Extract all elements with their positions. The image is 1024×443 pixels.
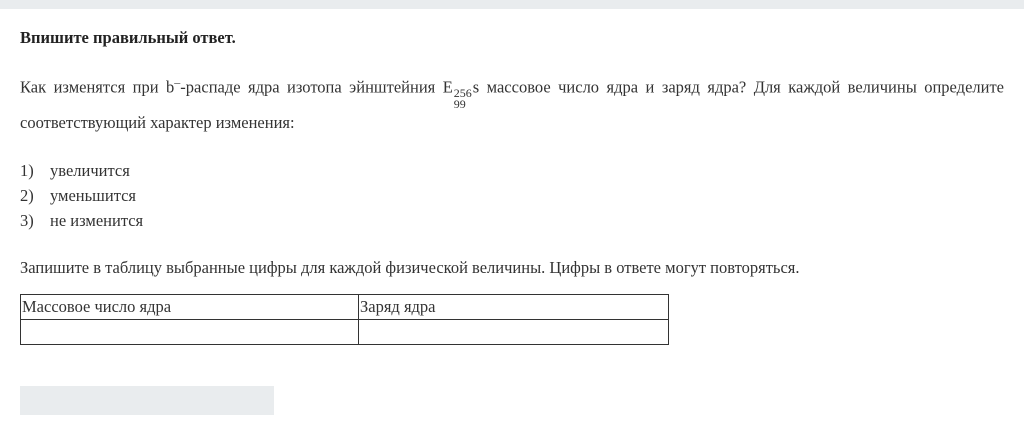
table-answer-row: [21, 320, 669, 345]
answer-cell-charge[interactable]: [359, 320, 669, 345]
beta-minus-sign: –: [174, 75, 181, 89]
question-part-2: -распаде ядра изотопа эйнштейния E: [180, 77, 453, 97]
option-number: 1): [20, 160, 34, 180]
answer-input-mass-number[interactable]: [22, 320, 357, 344]
option-item: [20, 208, 1004, 233]
question-part-1: Как изменятся при b: [20, 77, 175, 97]
answer-input-charge[interactable]: [360, 320, 667, 344]
option-item: [20, 158, 1004, 183]
task-instruction: Впишите правильный ответ.: [20, 28, 236, 47]
header-mass-number: Массовое число ядра: [21, 295, 359, 320]
isotope-notation: [453, 85, 472, 111]
option-item: [20, 183, 1004, 208]
answer-cell-mass-number[interactable]: [21, 320, 359, 345]
top-strip: [0, 0, 1024, 9]
option-text: уменьшится: [50, 185, 137, 205]
answer-note: Запишите в таблицу выбранные цифры для каждой физической величины. Цифры в ответе могут повторяться.: [20, 257, 800, 277]
option-text: не изменится: [50, 210, 144, 230]
isotope-charge-number: 99: [453, 96, 466, 111]
question-part-3: s массовое число ядра и заряд ядра? Для каждой величины определите соответствующий характер изменения:: [20, 77, 1004, 132]
answer-table: [20, 294, 669, 345]
question-text: [20, 70, 1004, 135]
task-content: [20, 28, 1004, 280]
header-charge: Заряд ядра: [359, 295, 669, 320]
option-text: увеличится: [50, 160, 130, 180]
options-list: [20, 158, 1004, 233]
option-number: 2): [20, 185, 34, 205]
option-number: 3): [20, 210, 34, 230]
table-header-row: [21, 295, 669, 320]
submit-button[interactable]: [20, 386, 274, 415]
isotope-mass-number: 256: [453, 85, 472, 100]
